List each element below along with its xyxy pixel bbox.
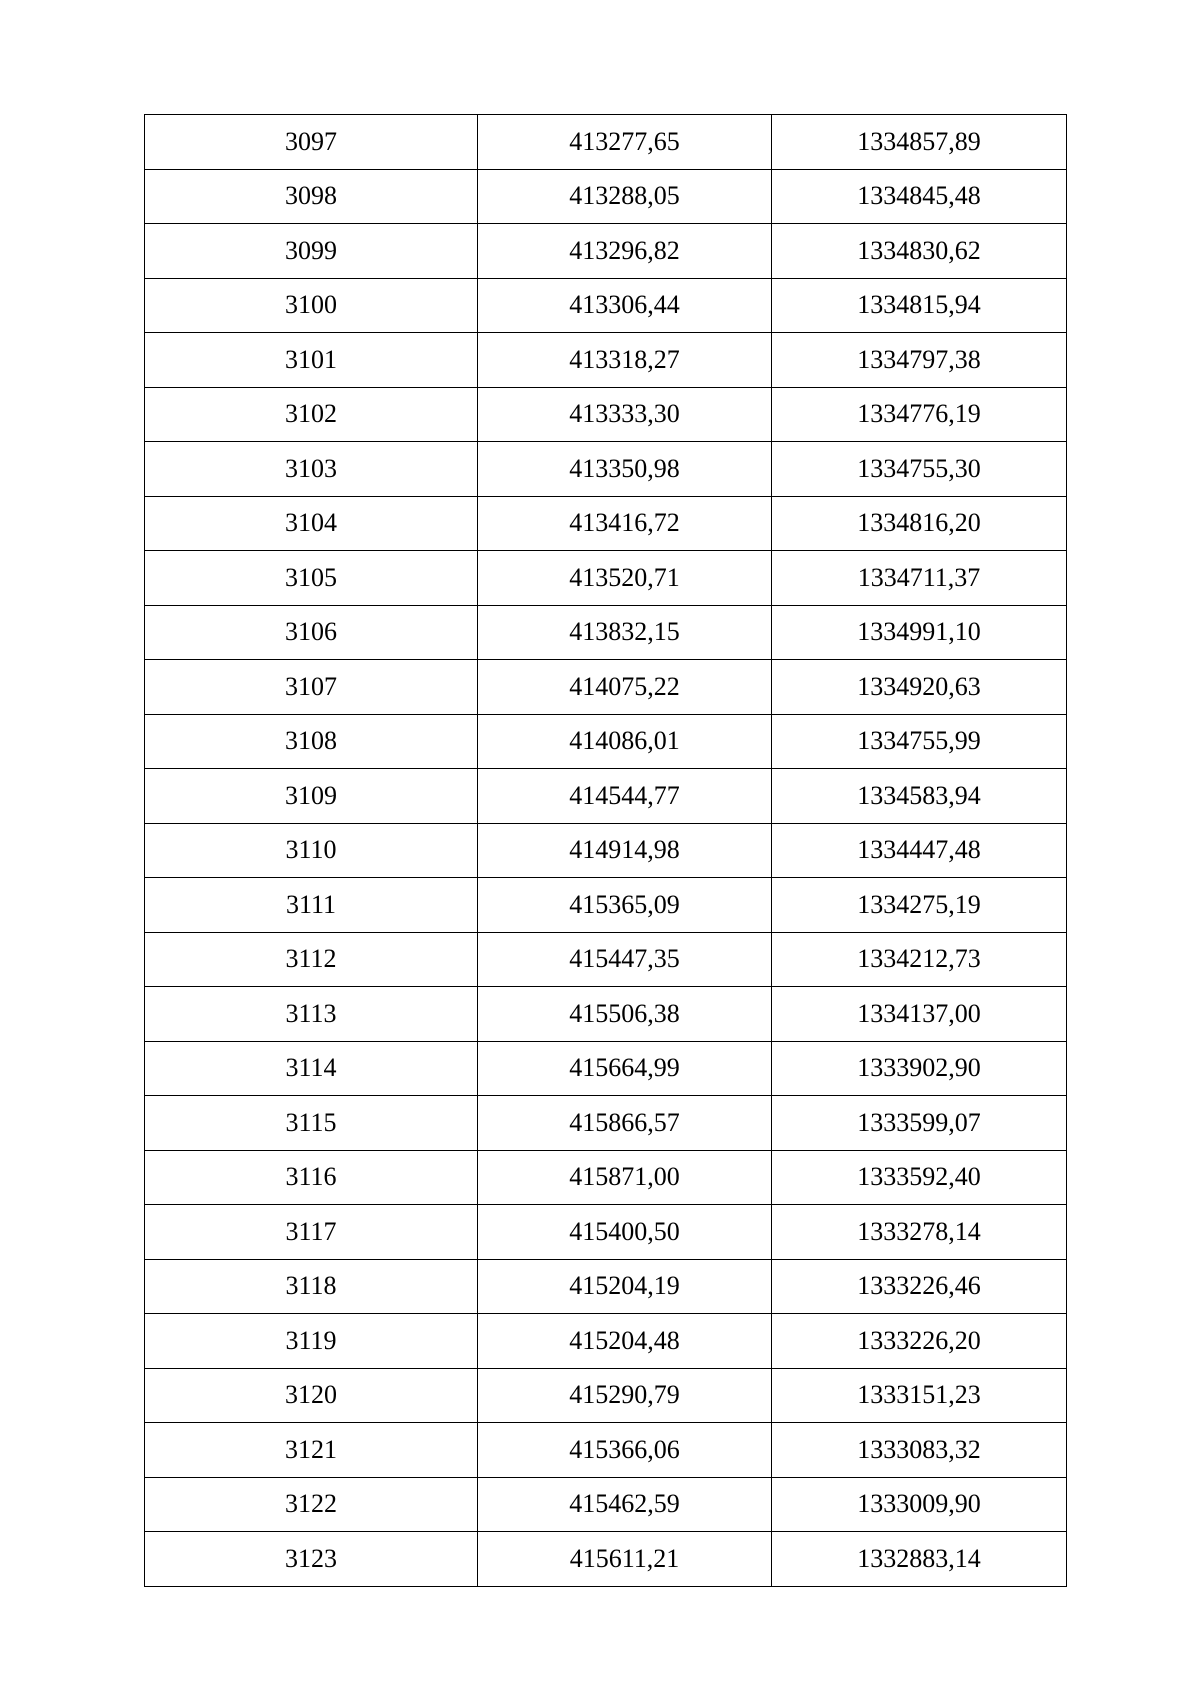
point-number-cell: 3106 [145, 605, 478, 660]
y-coordinate-cell: 1334815,94 [772, 278, 1067, 333]
y-coordinate-cell: 1333278,14 [772, 1205, 1067, 1260]
x-coordinate-cell: 415664,99 [478, 1041, 772, 1096]
table-row [145, 932, 1067, 987]
table-row [145, 878, 1067, 933]
table-row [145, 660, 1067, 715]
x-coordinate-cell: 415400,50 [478, 1205, 772, 1260]
table-row [145, 1423, 1067, 1478]
y-coordinate-cell: 1333226,20 [772, 1314, 1067, 1369]
point-number-cell: 3119 [145, 1314, 478, 1369]
point-number-cell: 3116 [145, 1150, 478, 1205]
y-coordinate-cell: 1333599,07 [772, 1096, 1067, 1151]
point-number-cell: 3102 [145, 387, 478, 442]
y-coordinate-cell: 1334845,48 [772, 169, 1067, 224]
point-number-cell: 3110 [145, 823, 478, 878]
x-coordinate-cell: 415871,00 [478, 1150, 772, 1205]
x-coordinate-cell: 413520,71 [478, 551, 772, 606]
coordinates-table [144, 114, 1067, 1587]
table-row [145, 442, 1067, 497]
table-row [145, 387, 1067, 442]
point-number-cell: 3120 [145, 1368, 478, 1423]
table-row [145, 1477, 1067, 1532]
y-coordinate-cell: 1332883,14 [772, 1532, 1067, 1587]
x-coordinate-cell: 413832,15 [478, 605, 772, 660]
y-coordinate-cell: 1334711,37 [772, 551, 1067, 606]
y-coordinate-cell: 1334991,10 [772, 605, 1067, 660]
point-number-cell: 3117 [145, 1205, 478, 1260]
point-number-cell: 3098 [145, 169, 478, 224]
point-number-cell: 3103 [145, 442, 478, 497]
point-number-cell: 3099 [145, 224, 478, 279]
y-coordinate-cell: 1334275,19 [772, 878, 1067, 933]
x-coordinate-cell: 413350,98 [478, 442, 772, 497]
table-row [145, 224, 1067, 279]
y-coordinate-cell: 1334212,73 [772, 932, 1067, 987]
table-row [145, 496, 1067, 551]
y-coordinate-cell: 1334583,94 [772, 769, 1067, 824]
y-coordinate-cell: 1333083,32 [772, 1423, 1067, 1478]
x-coordinate-cell: 413288,05 [478, 169, 772, 224]
point-number-cell: 3115 [145, 1096, 478, 1151]
y-coordinate-cell: 1334830,62 [772, 224, 1067, 279]
point-number-cell: 3111 [145, 878, 478, 933]
y-coordinate-cell: 1334447,48 [772, 823, 1067, 878]
coordinates-table-body [145, 115, 1067, 1587]
y-coordinate-cell: 1333009,90 [772, 1477, 1067, 1532]
point-number-cell: 3123 [145, 1532, 478, 1587]
x-coordinate-cell: 415204,19 [478, 1259, 772, 1314]
table-row [145, 278, 1067, 333]
x-coordinate-cell: 414075,22 [478, 660, 772, 715]
x-coordinate-cell: 413296,82 [478, 224, 772, 279]
x-coordinate-cell: 414914,98 [478, 823, 772, 878]
table-row [145, 605, 1067, 660]
x-coordinate-cell: 415447,35 [478, 932, 772, 987]
y-coordinate-cell: 1333902,90 [772, 1041, 1067, 1096]
point-number-cell: 3113 [145, 987, 478, 1042]
y-coordinate-cell: 1334797,38 [772, 333, 1067, 388]
table-row [145, 714, 1067, 769]
point-number-cell: 3121 [145, 1423, 478, 1478]
x-coordinate-cell: 415204,48 [478, 1314, 772, 1369]
y-coordinate-cell: 1333151,23 [772, 1368, 1067, 1423]
table-row [145, 1096, 1067, 1151]
x-coordinate-cell: 415290,79 [478, 1368, 772, 1423]
x-coordinate-cell: 415462,59 [478, 1477, 772, 1532]
y-coordinate-cell: 1334137,00 [772, 987, 1067, 1042]
table-row [145, 769, 1067, 824]
y-coordinate-cell: 1333226,46 [772, 1259, 1067, 1314]
table-row [145, 1532, 1067, 1587]
table-row [145, 1041, 1067, 1096]
x-coordinate-cell: 415366,06 [478, 1423, 772, 1478]
table-row [145, 823, 1067, 878]
x-coordinate-cell: 415866,57 [478, 1096, 772, 1151]
point-number-cell: 3100 [145, 278, 478, 333]
point-number-cell: 3118 [145, 1259, 478, 1314]
point-number-cell: 3112 [145, 932, 478, 987]
point-number-cell: 3114 [145, 1041, 478, 1096]
table-row [145, 1314, 1067, 1369]
x-coordinate-cell: 415506,38 [478, 987, 772, 1042]
table-row [145, 987, 1067, 1042]
x-coordinate-cell: 413333,30 [478, 387, 772, 442]
x-coordinate-cell: 413416,72 [478, 496, 772, 551]
point-number-cell: 3109 [145, 769, 478, 824]
point-number-cell: 3097 [145, 115, 478, 170]
table-row [145, 1259, 1067, 1314]
x-coordinate-cell: 413318,27 [478, 333, 772, 388]
table-row [145, 115, 1067, 170]
y-coordinate-cell: 1334920,63 [772, 660, 1067, 715]
table-row [145, 1368, 1067, 1423]
y-coordinate-cell: 1334857,89 [772, 115, 1067, 170]
x-coordinate-cell: 415365,09 [478, 878, 772, 933]
y-coordinate-cell: 1333592,40 [772, 1150, 1067, 1205]
x-coordinate-cell: 413277,65 [478, 115, 772, 170]
point-number-cell: 3122 [145, 1477, 478, 1532]
point-number-cell: 3104 [145, 496, 478, 551]
x-coordinate-cell: 415611,21 [478, 1532, 772, 1587]
y-coordinate-cell: 1334755,99 [772, 714, 1067, 769]
point-number-cell: 3107 [145, 660, 478, 715]
y-coordinate-cell: 1334816,20 [772, 496, 1067, 551]
y-coordinate-cell: 1334776,19 [772, 387, 1067, 442]
x-coordinate-cell: 414086,01 [478, 714, 772, 769]
point-number-cell: 3108 [145, 714, 478, 769]
point-number-cell: 3105 [145, 551, 478, 606]
point-number-cell: 3101 [145, 333, 478, 388]
table-row [145, 1205, 1067, 1260]
y-coordinate-cell: 1334755,30 [772, 442, 1067, 497]
table-row [145, 333, 1067, 388]
table-row [145, 551, 1067, 606]
x-coordinate-cell: 414544,77 [478, 769, 772, 824]
table-row [145, 169, 1067, 224]
x-coordinate-cell: 413306,44 [478, 278, 772, 333]
table-row [145, 1150, 1067, 1205]
